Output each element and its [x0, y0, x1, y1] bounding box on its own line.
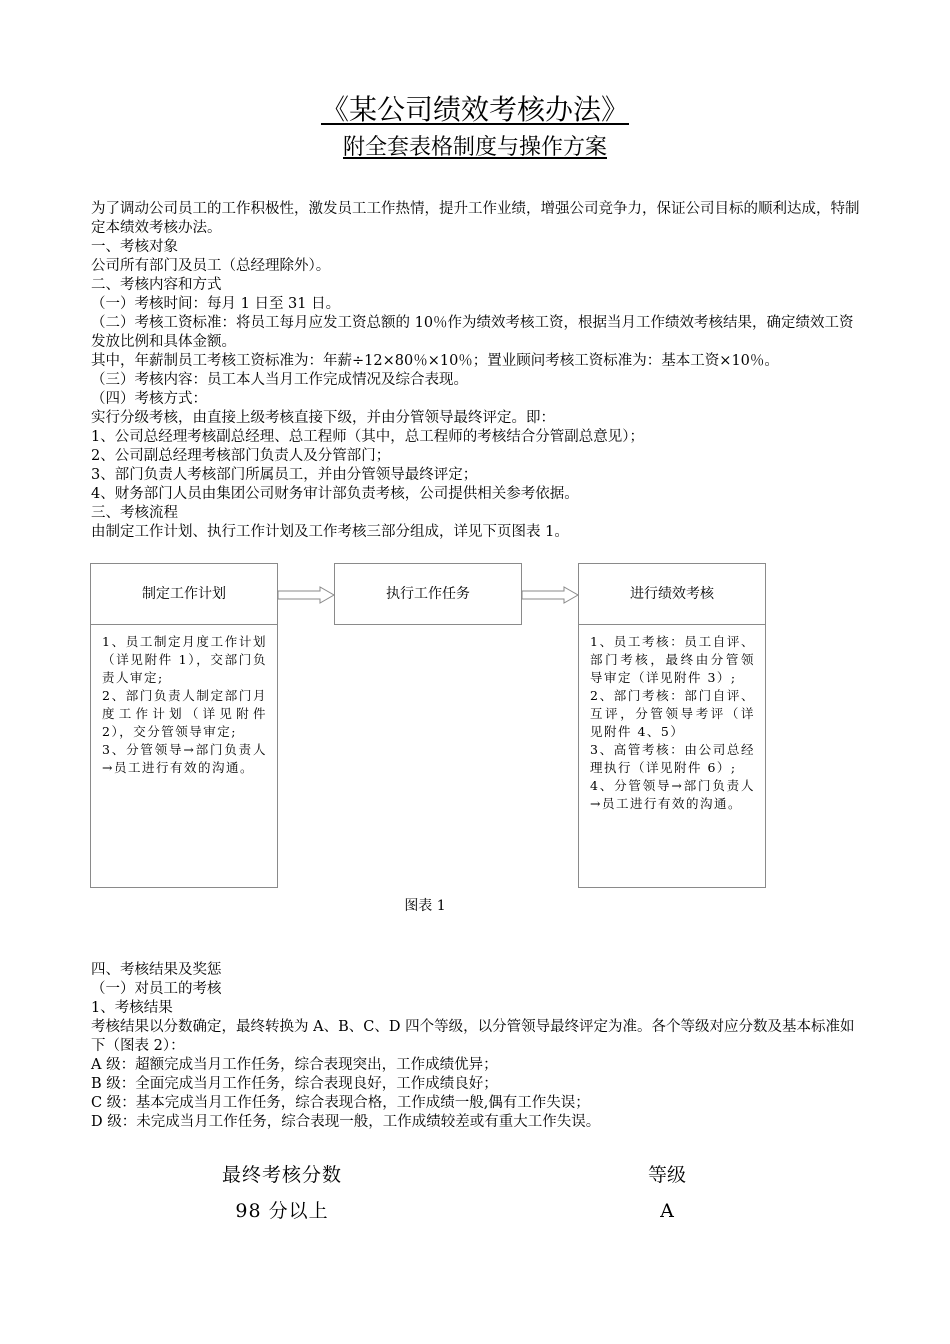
paragraph: （一）考核时间：每月 1 日至 31 日。	[91, 296, 341, 312]
paragraph: （三）考核内容：员工本人当月工作完成情况及综合表现。	[91, 372, 468, 388]
flow-arrow-icon	[278, 585, 335, 605]
list-item: 3、高管考核：由公司总经理执行（详见附件 6）;	[590, 742, 755, 775]
paragraph: 1、考核结果	[91, 1000, 173, 1016]
header-cell-grade: 等级	[647, 1164, 686, 1186]
list-item: 4、分管领导→部门负责人→员工进行有效的沟通。	[590, 778, 755, 811]
paragraph: （四）考核方式：	[91, 391, 207, 407]
flow-box-plan-title: 制定工作计划	[91, 564, 277, 625]
body-section-2	[91, 961, 866, 1132]
paragraph: 由制定工作计划、执行工作计划及工作考核三部分组成，详见下页图表 1。	[91, 524, 569, 540]
list-item: 2、部门考核：部门自评、互评，分管领导考评（详见附件 4、5）	[590, 688, 755, 739]
document-subtitle: 附全套表格制度与操作方案	[342, 135, 607, 160]
flow-box-evaluate	[578, 563, 766, 888]
figure-caption: 图表 1	[404, 898, 446, 914]
heading: 四、考核结果及奖惩	[91, 962, 222, 978]
paragraph: 实行分级考核，由直接上级考核直接下级，并由分管领导最终评定。即：	[91, 410, 555, 426]
flow-box-execute: 执行工作任务	[334, 563, 522, 625]
list-item: 3、分管领导→部门负责人→员工进行有效的沟通。	[102, 742, 267, 775]
paragraph: 其中，年薪制员工考核工资标准为：年薪÷12×80％×10％；置业顾问考核工资标准为：基本工资×10％。	[91, 353, 779, 369]
grade-table-header	[150, 1157, 770, 1193]
heading: 二、考核内容和方式	[91, 277, 222, 293]
list-item: 1、员工考核：员工自评、部门考核，最终由分管领导审定（详见附件 3）;	[590, 634, 755, 685]
paragraph: D 级：未完成当月工作任务，综合表现一般，工作成绩较差或有重大工作失误。	[91, 1114, 601, 1130]
flow-box-plan	[90, 563, 278, 888]
document-title: 《某公司绩效考核办法》	[320, 93, 629, 126]
paragraph: 公司所有部门及员工（总经理除外）。	[91, 258, 331, 274]
flow-box-evaluate-list	[590, 633, 755, 813]
flow-arrow-icon	[522, 585, 579, 605]
flow-box-plan-list	[102, 633, 267, 777]
heading: 三、考核流程	[91, 505, 178, 521]
cell-grade: A	[660, 1200, 674, 1222]
list-item: 2、部门负责人制定部门月度工作计划（详见附件 2），交分管领导审定;	[102, 688, 267, 739]
paragraph: C 级：基本完成当月工作任务，综合表现合格，工作成绩一般,偶有工作失误；	[91, 1095, 590, 1111]
paragraph: 3、部门负责人考核部门所属员工，并由分管领导最终评定；	[91, 467, 478, 483]
cell-score: 98 分以上	[235, 1200, 329, 1222]
list-item: 1、员工制定月度工作计划（详见附件 1），交部门负责人审定;	[102, 634, 267, 685]
heading: 一、考核对象	[91, 239, 178, 255]
grade-table	[150, 1157, 770, 1229]
paragraph: （一）对员工的考核	[91, 981, 222, 997]
flow-box-evaluate-title: 进行绩效考核	[579, 564, 765, 625]
paragraph: A 级：超额完成当月工作任务，综合表现突出，工作成绩优异；	[91, 1057, 498, 1073]
paragraph: B 级：全面完成当月工作任务，综合表现良好，工作成绩良好；	[91, 1076, 498, 1092]
paragraph: 2、公司副总经理考核部门负责人及分管部门；	[91, 448, 391, 464]
paragraph: 为了调动公司员工的工作积极性，激发员工工作热情，提升工作业绩，增强公司竞争力，保证公司目标的顺利达成，特制定本绩效考核办法。	[91, 201, 860, 236]
paragraph: 1、公司总经理考核副总经理、总工程师（其中，总工程师的考核结合分管副总意见）；	[91, 429, 644, 445]
paragraph: （二）考核工资标准：将员工每月应发工资总额的 10％作为绩效考核工资，根据当月工作绩效考核结果，确定绩效工资发放比例和具体金额。	[91, 315, 854, 350]
paragraph: 4、财务部门人员由集团公司财务审计部负责考核，公司提供相关参考依据。	[91, 486, 579, 502]
paragraph: 考核结果以分数确定，最终转换为 A、B、C、D 四个等级，以分管领导最终评定为准。各个等级对应分数及基本标准如下（图表 2）：	[91, 1019, 855, 1054]
header-cell-score: 最终考核分数	[221, 1164, 342, 1186]
body-section-1	[91, 200, 866, 542]
table-row	[150, 1193, 770, 1229]
